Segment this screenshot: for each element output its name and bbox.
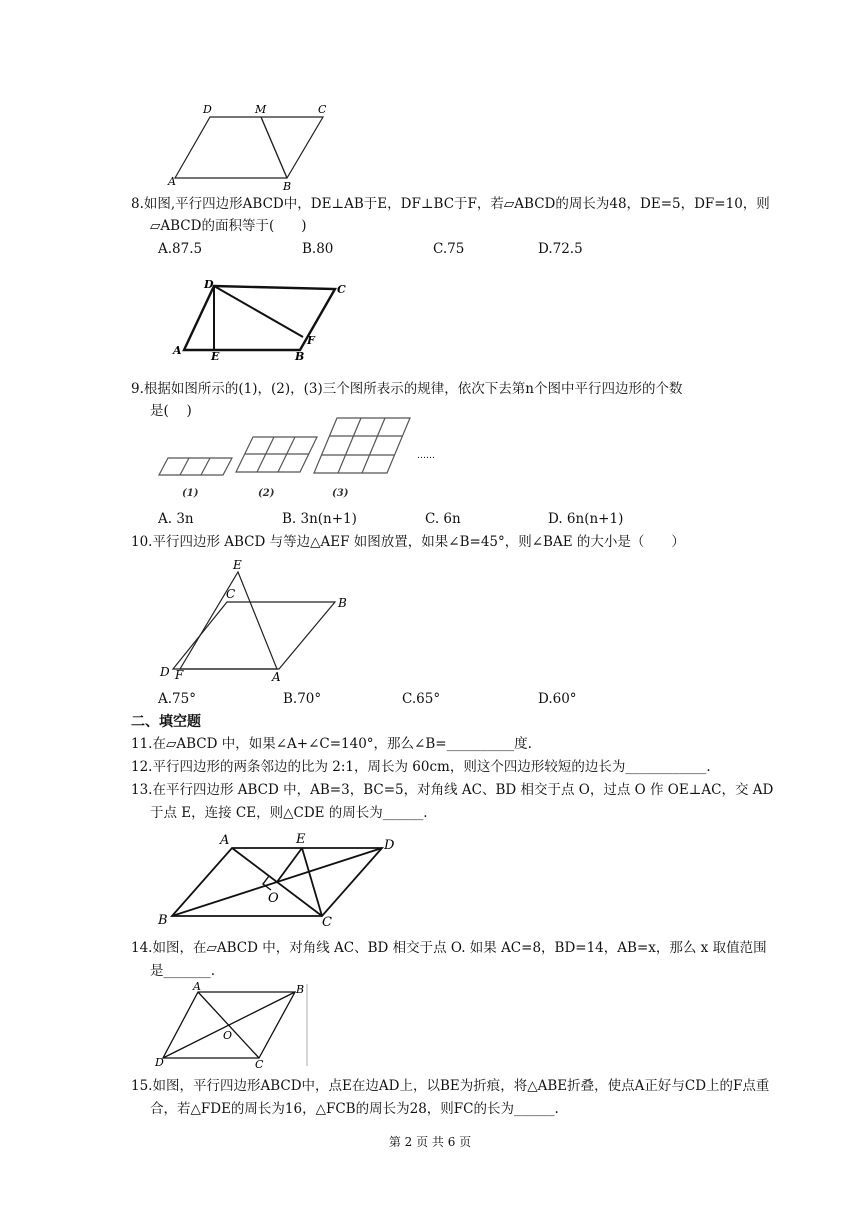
fig7-label-c: C: [318, 103, 327, 116]
figure-q9-pattern: [155, 415, 445, 505]
fig10-label-d: D: [160, 665, 170, 679]
page-footer: 第 2 页 共 6 页: [388, 1135, 472, 1149]
fig10-label-f: F: [175, 668, 184, 682]
q11-stem: 11.在▱ABCD 中，如果∠A+∠C=140°，那么∠B=__________度.: [131, 736, 532, 752]
q8-option-c: C.75: [433, 241, 465, 257]
fig14-label-o: O: [223, 1029, 233, 1042]
fig8-label-b: B: [295, 350, 305, 363]
fig13-label-c: C: [322, 915, 332, 928]
q9-stem-line1: 9.根据如图所示的(1)，(2)，(3)三个图所表示的规律，依次下去第n个图中平行四边形的个数: [131, 381, 683, 397]
fig14-label-b: B: [296, 983, 305, 996]
q8-option-d: D.72.5: [538, 241, 583, 257]
fig13-label-o: O: [268, 891, 279, 906]
fig10-label-e: E: [233, 558, 242, 572]
fig8-label-e: E: [211, 350, 220, 363]
fig14-label-c: C: [255, 1058, 264, 1070]
fig8-label-a: A: [173, 344, 182, 357]
fig9-label-2: (2): [258, 488, 275, 499]
fig7-label-m: M: [255, 103, 267, 116]
q9-stem-line2: 是( ): [150, 403, 192, 419]
fig13-label-b: B: [158, 913, 168, 928]
q10-option-c: C.65°: [402, 691, 441, 707]
q13-stem-line1: 13.在平行四边形 ABCD 中，AB=3，BC=5，对角线 AC、BD 相交于点 O，过点 O 作 OE⊥AC，交 AD: [131, 782, 774, 798]
fig13-label-e: E: [296, 832, 306, 847]
fig13-label-d: D: [384, 838, 395, 853]
fig8-label-f: F: [307, 334, 315, 347]
fig7-label-b: B: [283, 180, 292, 193]
fig10-label-a: A: [272, 670, 281, 684]
q8-option-b: B.80: [302, 241, 334, 257]
section-title-fill-in: 二、填空题: [131, 714, 201, 730]
q10-stem: 10.平行四边形 ABCD 与等边△AEF 如图放置，如果∠B=45°，则∠BAE 的大小是（ ）: [131, 534, 685, 550]
q8-stem-line2: ▱ABCD的面积等于( ): [150, 218, 307, 234]
q8-stem-line1: 8.如图,平行四边形ABCD中，DE⊥AB于E，DF⊥BC于F，若▱ABCD的周长为48，DE=5，DF=10，则: [131, 196, 770, 212]
q9-option-d: D. 6n(n+1): [548, 511, 624, 527]
q14-stem-line2: 是_______.: [150, 963, 216, 979]
figure-q13-parallelogram: [150, 828, 400, 928]
fig7-label-a: A: [168, 175, 176, 188]
q9-option-a: A. 3n: [158, 511, 194, 527]
fig8-label-c: C: [337, 283, 346, 296]
q10-option-b: B.70°: [283, 691, 322, 707]
fig14-label-a: A: [193, 980, 201, 993]
fig9-dots: ……: [417, 451, 435, 461]
q13-stem-line2: 于点 E，连接 CE，则△CDE 的周长为______.: [150, 805, 428, 821]
figure-q8-parallelogram: [170, 278, 355, 363]
fig9-label-1: (1): [182, 488, 199, 499]
q9-option-c: C. 6n: [425, 511, 461, 527]
q15-stem-line2: 合，若△FDE的周长为16，△FCB的周长为28，则FC的长为______.: [150, 1101, 559, 1117]
figure-q7-parallelogram: [165, 100, 345, 195]
fig10-label-b: B: [338, 596, 347, 610]
q12-stem: 12.平行四边形的两条邻边的比为 2:1，周长为 60cm，则这个四边形较短的边长为____________.: [131, 759, 711, 775]
fig13-label-a: A: [220, 833, 230, 848]
fig8-label-d: D: [204, 278, 214, 291]
fig14-label-d: D: [155, 1056, 164, 1069]
q9-option-b: B. 3n(n+1): [282, 511, 357, 527]
q10-option-a: A.75°: [158, 691, 196, 707]
q10-option-d: D.60°: [538, 691, 577, 707]
fig9-label-3: (3): [332, 488, 349, 499]
figure-q14-parallelogram: [155, 980, 315, 1070]
q15-stem-line1: 15.如图，平行四边形ABCD中，点E在边AD上，以BE为折痕，将△ABE折叠，使点A正好与CD上的F点重: [131, 1078, 770, 1094]
fig10-label-c: C: [226, 587, 236, 601]
q8-option-a: A.87.5: [158, 241, 203, 257]
figure-q10-parallelogram-triangle: [155, 555, 355, 685]
fig7-label-d: D: [203, 103, 212, 116]
q14-stem-line1: 14.如图，在▱ABCD 中，对角线 AC、BD 相交于点 O. 如果 AC=8，BD=14，AB=x，那么 x 取值范围: [131, 940, 767, 956]
